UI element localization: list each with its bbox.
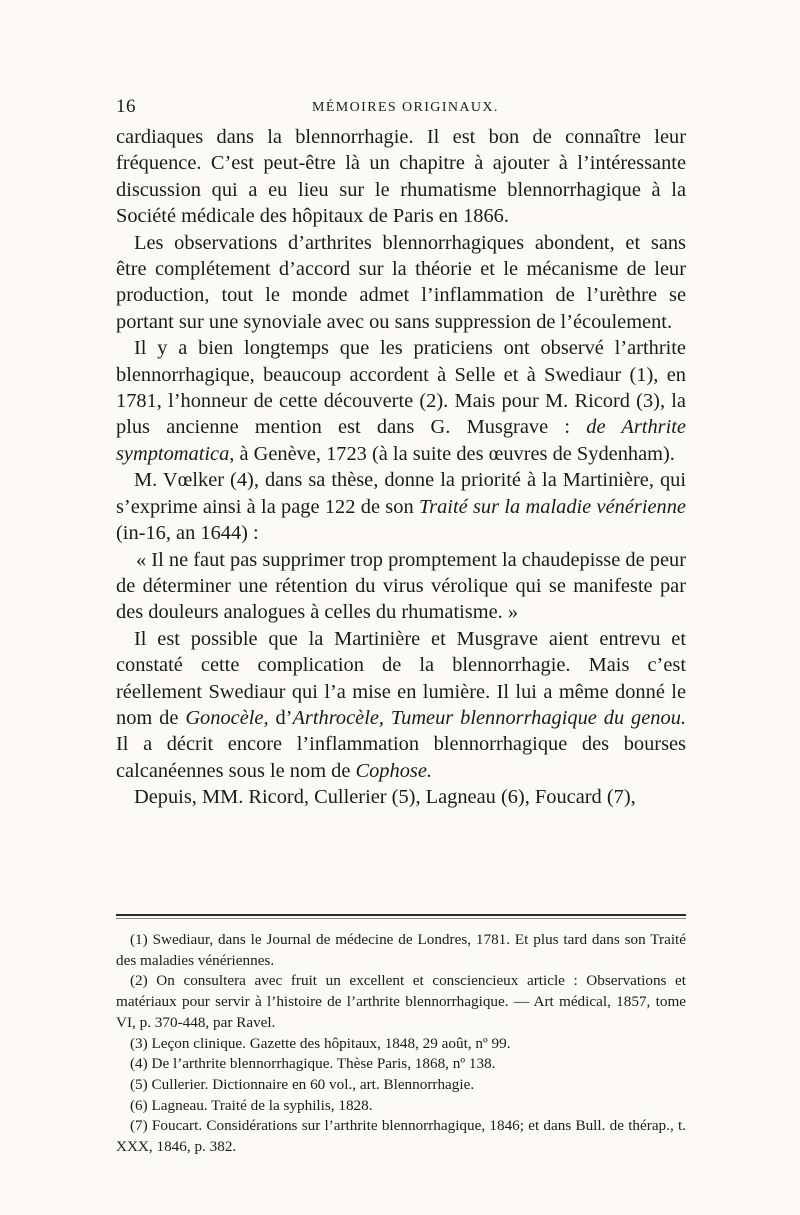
paragraph-3: Il y a bien longtemps que les praticiens ont observé l’arthrite blennorrhagique, beaucoup accordent à Selle et à Swediaur (1), en 1781, l’honneur de cette découverte (2). Mais pour M. Ricord (3), la plus ancienne mention est dans G. Musgrave : de Arthrite symptomatica, à Genève, 1723 (à la suite des œuvres de Sydenham). [116,337,686,465]
paragraph-1: cardiaques dans la blennorrhagie. Il est bon de connaître leur fréquence. C’est peut-être là un chapitre à ajouter à l’intéressante discussion qui a eu lieu sur le rhumatisme blennorrhagique à la Société médicale des hôpitaux de Paris en 1866. [116,126,686,228]
page-header [116,96,686,120]
footnote: (5) Cullerier. Dictionnaire en 60 vol., art. Blennorrhagie. [130,1075,475,1093]
page-number: 16 [116,96,136,117]
paragraph-2: Les observations d’arthrites blennorrhagiques abondent, et sans être complétement d’accord sur la théorie et le mécanisme de leur production, tout le monde admet l’inflammation de l’urèthre se portant sur une synoviale avec ou sans suppression de l’écoulement. [116,231,686,333]
italic-term: Cophose. [355,759,432,782]
italic-term: Gonocèle, [185,706,269,729]
paragraph-6: Il est possible que la Martinière et Musgrave aient entrevu et constaté cette complication de la blennorrhagie. Mais c’est réellement Swediaur qui l’a mise en lumière. Il lui a même donné le nom de Gonocèle, d’Arthrocèle, Tumeur blennorrhagique du genou. Il a décrit encore l’inflammation blennorrhagique des bourses calcanéennes sous le nom de Cophose. [116,627,686,782]
footnote: (2) On consultera avec fruit un excellent et consciencieux article : Observations et matériaux pour servir à l’histoire de l’arthrite blennorrhagique. — Art médical, 1857, tome VI, p. 370-448, par Ravel. [116,972,686,1031]
running-head: MÉMOIRES ORIGINAUX. [312,100,499,115]
footnotes [116,930,686,1158]
italic-title: de Arthrite symptomatica, [116,416,686,465]
paragraph-7: Depuis, MM. Ricord, Cullerier (5), Lagneau (6), Foucard (7), [134,786,636,809]
quotation: « Il ne faut pas supprimer trop promptement la chaudepisse de peur de déterminer une rétention du virus vérolique qui se manifeste par des douleurs analogues à celles du rhumatisme. » [116,548,686,624]
italic-title: Traité sur la maladie vénérienne [418,495,686,518]
main-text [116,124,686,811]
footnote: (4) De l’arthrite blennorrhagique. Thèse Paris, 1868, nº 138. [130,1055,496,1073]
footnote-rule-shadow [116,918,686,919]
footnote: (1) Swediaur, dans le Journal de médecine de Londres, 1781. Et plus tard dans son Traité des maladies vénériennes. [116,931,686,969]
footnote: (3) Leçon clinique. Gazette des hôpitaux, 1848, 29 août, nº 99. [130,1034,511,1052]
italic-term: Arthrocèle, Tumeur blennorrhagique du genou. [292,706,686,729]
footnote-rule [116,914,686,916]
footnote: (7) Foucart. Considérations sur l’arthrite blennorrhagique, 1846; et dans Bull. de thérap., t. XXX, 1846, p. 382. [116,1117,686,1156]
footnote: (6) Lagneau. Traité de la syphilis, 1828. [130,1096,373,1114]
paragraph-4: M. Vœlker (4), dans sa thèse, donne la priorité à la Martinière, qui s’exprime ainsi à la page 122 de son Traité sur la maladie vénérienne (in-16, an 1644) : [116,469,686,545]
